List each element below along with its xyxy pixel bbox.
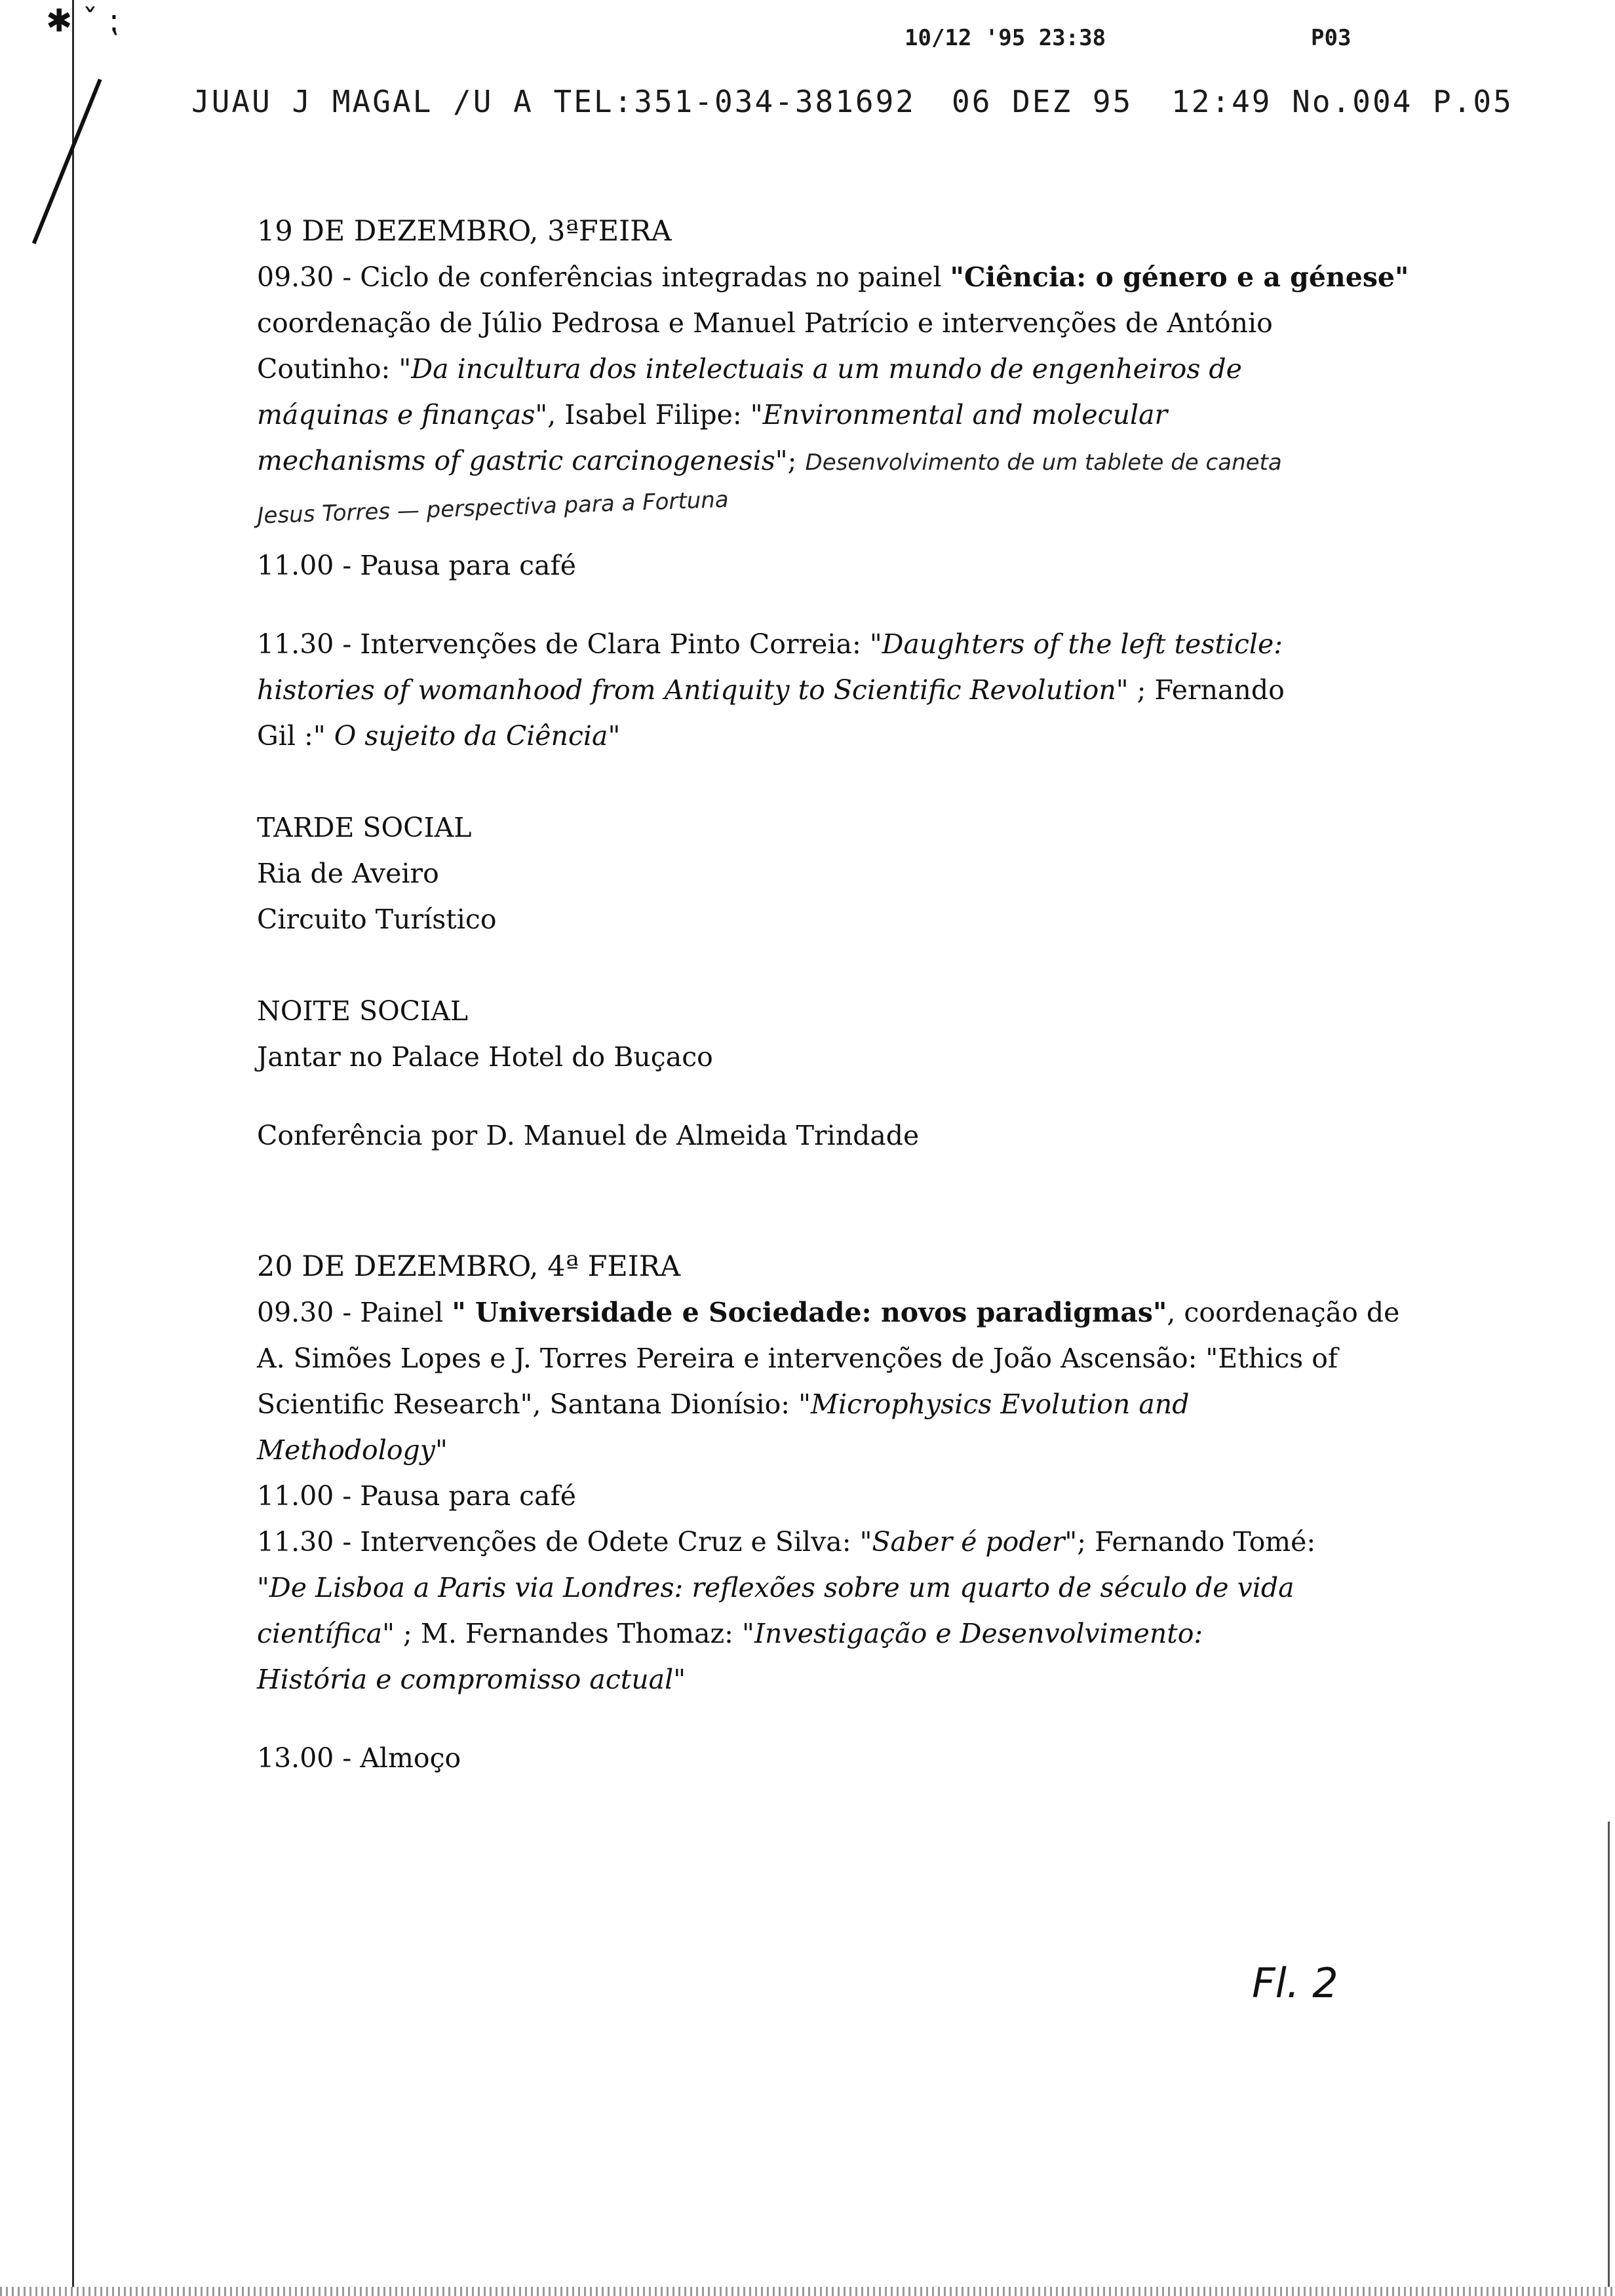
tarde-line1: Ria de Aveiro — [257, 858, 439, 889]
fax-timestamp: 10/12 '95 23:38 — [905, 25, 1106, 51]
day2-s1-line2: A. Simões Lopes e J. Torres Pereira e intervenções de João Ascensão: "Ethics of — [257, 1343, 1338, 1374]
handwritten-note-2: Jesus Torres — perspectiva para a Fortuna — [256, 486, 730, 529]
day2-s3-line1: 11.30 - Intervenções de Odete Cruz e Silva: "Saber é poder"; Fernando Tomé: — [257, 1526, 1316, 1558]
left-margin-line — [72, 0, 74, 2296]
day2-s3-line2: "De Lisboa a Paris via Londres: reflexões sobre um quarto de século de vida — [257, 1572, 1294, 1603]
day2-s1-line4: Methodology" — [257, 1434, 448, 1466]
fax-page: P03 — [1311, 25, 1352, 51]
fax-time-page: 12:49 No.004 P.05 — [1171, 84, 1513, 119]
day2-heading: 20 DE DEZEMBRO, 4ª FEIRA — [257, 1250, 681, 1283]
day1-s1-line4: máquinas e finanças", Isabel Filipe: "Environmental and molecular — [257, 399, 1168, 430]
programme-body — [256, 208, 1409, 1781]
day1-s3-line2: histories of womanhood from Antiquity to Scientific Revolution" ; Fernando — [257, 674, 1285, 706]
tarde-title: TARDE SOCIAL — [257, 812, 472, 843]
tarde-line2: Circuito Turístico — [257, 904, 497, 935]
day1-s1-line1: 09.30 - Ciclo de conferências integradas no painel "Ciência: o género e a génese" — [257, 261, 1409, 293]
fax-sender-line — [191, 84, 1513, 119]
day1-s3-line3: Gil :" O sujeito da Ciência" — [257, 720, 621, 752]
day1-s1-line2: coordenação de Júlio Pedrosa e Manuel Patrício e intervenções de António — [257, 307, 1273, 339]
noite-line2: Conferência por D. Manuel de Almeida Trindade — [257, 1120, 920, 1151]
day1-s3-line1: 11.30 - Intervenções de Clara Pinto Correia: "Daughters of the left testicle: — [257, 628, 1283, 660]
fax-sender: JUAU J MAGAL /U A TEL:351-034-381692 — [191, 84, 916, 119]
corner-marks: ✱ ˇ ⁏ — [46, 3, 119, 39]
day1-heading: 19 DE DEZEMBRO, 3ªFEIRA — [257, 215, 672, 248]
fax-header-top — [905, 25, 1352, 51]
pen-stroke — [32, 79, 102, 244]
day2-s3-line3: científica" ; M. Fernandes Thomaz: "Investigação e Desenvolvimento: — [257, 1618, 1203, 1649]
noite-line1: Jantar no Palace Hotel do Buçaco — [257, 1041, 713, 1073]
handwritten-note-1: Desenvolvimento de um tablete de caneta — [805, 450, 1282, 476]
panel-title-2: " Universidade e Sociedade: novos paradigmas" — [452, 1297, 1167, 1328]
day2-s1-line3: Scientific Research", Santana Dionísio: "Microphysics Evolution and — [257, 1388, 1190, 1420]
noite-title: NOITE SOCIAL — [257, 995, 469, 1027]
panel-title: "Ciência: o género e a génese" — [950, 261, 1409, 293]
scan-noise-strip — [0, 2287, 1615, 2296]
fax-date: 06 DEZ 95 — [952, 84, 1133, 119]
day1-s1-line3: Coutinho: "Da incultura dos intelectuais a um mundo de engenheiros de — [257, 353, 1242, 385]
day2-s1-line1: 09.30 - Painel " Universidade e Sociedade: novos paradigmas", coordenação de — [257, 1297, 1400, 1328]
page-note: Fl. 2 — [1252, 1959, 1338, 2007]
day2-lunch: 13.00 - Almoço — [257, 1742, 461, 1774]
day1-s1-line5: mechanisms of gastric carcinogenesis"; Desenvolvimento de um tablete de caneta — [257, 445, 1282, 476]
right-margin-line — [1608, 1822, 1610, 2296]
day2-break: 11.00 - Pausa para café — [257, 1480, 577, 1512]
day1-break: 11.00 - Pausa para café — [257, 550, 577, 581]
day2-s3-line4: História e compromisso actual" — [257, 1664, 686, 1695]
